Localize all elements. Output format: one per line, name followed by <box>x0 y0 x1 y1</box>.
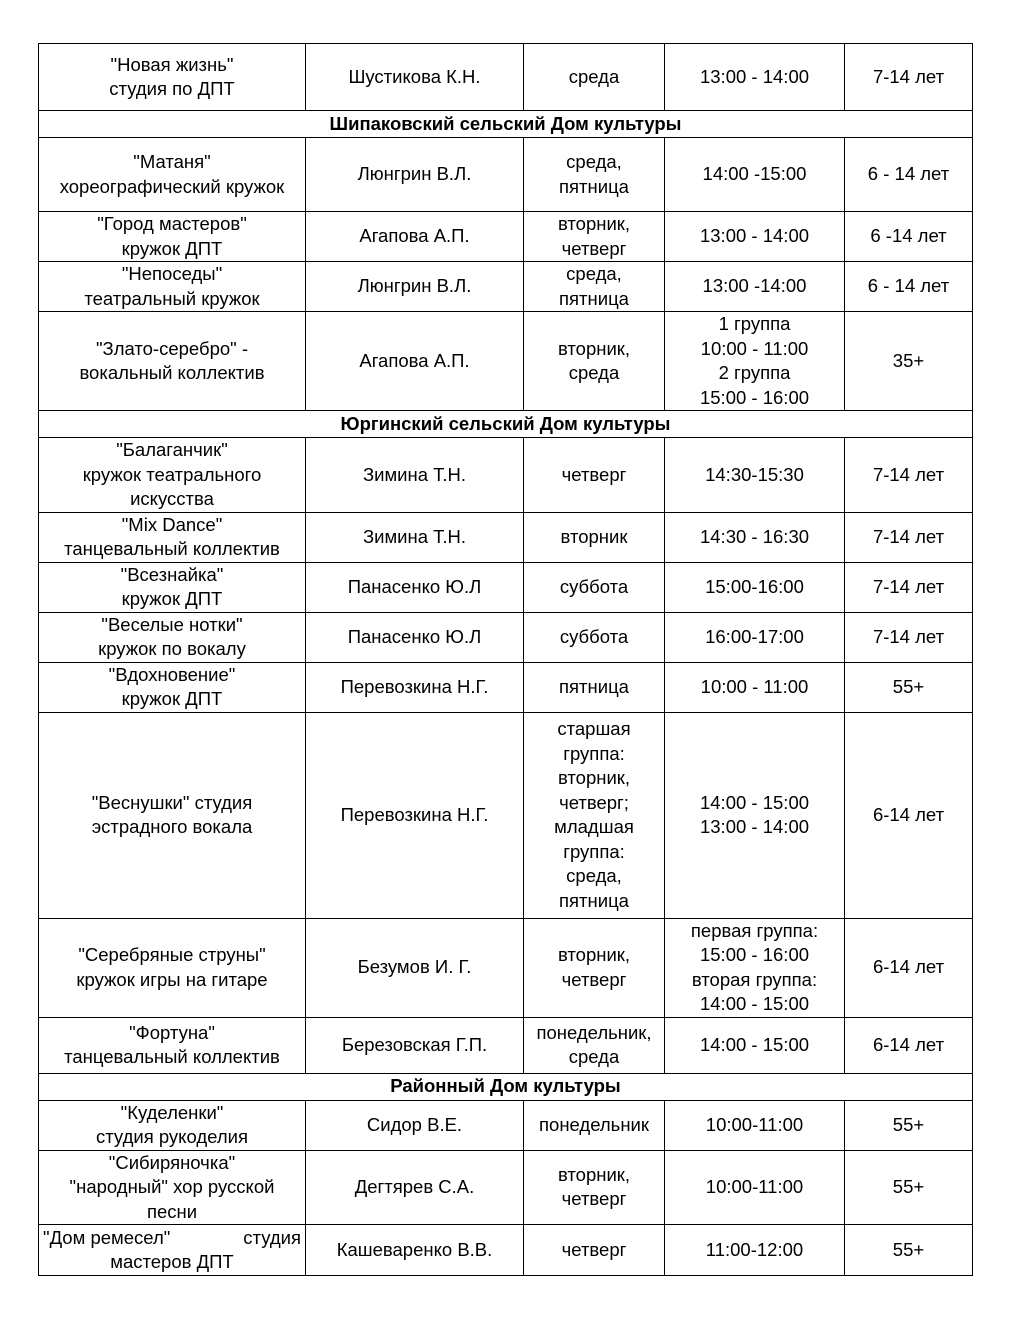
club-name-cell: "Всезнайка" кружок ДПТ <box>39 562 306 612</box>
club-name-cell: "Злато-серебро" - вокальный коллектив <box>39 312 306 411</box>
days-cell: суббота <box>524 612 665 662</box>
section-row <box>39 411 973 438</box>
club-name-cell: "Новая жизнь" студия по ДПТ <box>39 44 306 111</box>
club-name-cell: "Вдохновение" кружок ДПТ <box>39 662 306 712</box>
table-row <box>39 712 973 918</box>
age-cell: 7-14 лет <box>845 512 973 562</box>
time-cell: 13:00 - 14:00 <box>665 212 845 262</box>
age-cell: 6 - 14 лет <box>845 138 973 212</box>
age-cell: 35+ <box>845 312 973 411</box>
club-name-cell: "Серебряные струны" кружок игры на гитаре <box>39 918 306 1017</box>
age-cell: 55+ <box>845 662 973 712</box>
age-cell: 6 - 14 лет <box>845 262 973 312</box>
club-name-cell: "Матаня" хореографический кружок <box>39 138 306 212</box>
section-row <box>39 111 973 138</box>
table-row <box>39 262 973 312</box>
days-cell: понедельник, среда <box>524 1017 665 1073</box>
time-cell: 10:00-11:00 <box>665 1150 845 1225</box>
club-name-cell: "Сибиряночка" "народный" хор русской песни <box>39 1150 306 1225</box>
club-name-cell: "Куделенки" студия рукоделия <box>39 1100 306 1150</box>
leader-cell: Березовская Г.П. <box>306 1017 524 1073</box>
table-row <box>39 1017 973 1073</box>
time-cell: 13:00 - 14:00 <box>665 44 845 111</box>
days-cell: понедельник <box>524 1100 665 1150</box>
days-cell: пятница <box>524 662 665 712</box>
section-title: Юргинский сельский Дом культуры <box>39 411 973 438</box>
days-cell: четверг <box>524 1225 665 1276</box>
days-cell: четверг <box>524 438 665 513</box>
time-cell: 10:00-11:00 <box>665 1100 845 1150</box>
club-name-cell: "Mix Dance" танцевальный коллектив <box>39 512 306 562</box>
leader-cell: Кашеваренко В.В. <box>306 1225 524 1276</box>
days-cell: старшая группа: вторник, четверг; младшая группа: среда, пятница <box>524 712 665 918</box>
days-cell: суббота <box>524 562 665 612</box>
days-cell: вторник, четверг <box>524 1150 665 1225</box>
age-cell: 55+ <box>845 1225 973 1276</box>
leader-cell: Люнгрин В.Л. <box>306 138 524 212</box>
leader-cell: Панасенко Ю.Л <box>306 612 524 662</box>
table-row <box>39 312 973 411</box>
leader-cell: Сидор В.Е. <box>306 1100 524 1150</box>
age-cell: 6 -14 лет <box>845 212 973 262</box>
time-cell: 11:00-12:00 <box>665 1225 845 1276</box>
section-row <box>39 1073 973 1100</box>
section-title: Районный Дом культуры <box>39 1073 973 1100</box>
leader-cell: Агапова А.П. <box>306 212 524 262</box>
leader-cell: Зимина Т.Н. <box>306 438 524 513</box>
table-row <box>39 44 973 111</box>
leader-cell: Зимина Т.Н. <box>306 512 524 562</box>
club-name-cell: "Веселые нотки" кружок по вокалу <box>39 612 306 662</box>
table-row <box>39 212 973 262</box>
time-cell: 14:00 -15:00 <box>665 138 845 212</box>
age-cell: 55+ <box>845 1100 973 1150</box>
club-name-cell: "Город мастеров" кружок ДПТ <box>39 212 306 262</box>
time-cell: первая группа: 15:00 - 16:00 вторая группа: 14:00 - 15:00 <box>665 918 845 1017</box>
leader-cell: Безумов И. Г. <box>306 918 524 1017</box>
days-cell: вторник, четверг <box>524 918 665 1017</box>
days-cell: вторник <box>524 512 665 562</box>
club-name-cell: "Непоседы" театральный кружок <box>39 262 306 312</box>
time-cell: 14:00 - 15:00 <box>665 1017 845 1073</box>
days-cell: среда, пятница <box>524 262 665 312</box>
leader-cell: Перевозкина Н.Г. <box>306 662 524 712</box>
days-cell: вторник, среда <box>524 312 665 411</box>
club-name-cell: "Балаганчик" кружок театрального искусства <box>39 438 306 513</box>
time-cell: 10:00 - 11:00 <box>665 662 845 712</box>
time-cell: 15:00-16:00 <box>665 562 845 612</box>
age-cell: 6-14 лет <box>845 712 973 918</box>
club-name-cell: "Веснушки" студия эстрадного вокала <box>39 712 306 918</box>
age-cell: 7-14 лет <box>845 612 973 662</box>
table-row <box>39 662 973 712</box>
time-cell: 1 группа 10:00 - 11:00 2 группа 15:00 - 16:00 <box>665 312 845 411</box>
age-cell: 7-14 лет <box>845 562 973 612</box>
club-name-cell: "Фортуна" танцевальный коллектив <box>39 1017 306 1073</box>
schedule-table <box>38 43 973 1276</box>
leader-cell: Агапова А.П. <box>306 312 524 411</box>
table-row <box>39 138 973 212</box>
time-cell: 16:00-17:00 <box>665 612 845 662</box>
leader-cell: Шустикова К.Н. <box>306 44 524 111</box>
time-cell: 14:30-15:30 <box>665 438 845 513</box>
days-cell: вторник, четверг <box>524 212 665 262</box>
age-cell: 7-14 лет <box>845 438 973 513</box>
age-cell: 7-14 лет <box>845 44 973 111</box>
club-name-cell: "Дом ремесел" студия мастеров ДПТ <box>39 1225 306 1276</box>
leader-cell: Дегтярев С.А. <box>306 1150 524 1225</box>
table-row <box>39 1100 973 1150</box>
time-cell: 13:00 -14:00 <box>665 262 845 312</box>
table-row <box>39 1225 973 1276</box>
age-cell: 6-14 лет <box>845 1017 973 1073</box>
days-cell: среда, пятница <box>524 138 665 212</box>
table-row <box>39 918 973 1017</box>
leader-cell: Перевозкина Н.Г. <box>306 712 524 918</box>
days-cell: среда <box>524 44 665 111</box>
leader-cell: Люнгрин В.Л. <box>306 262 524 312</box>
table-row <box>39 562 973 612</box>
table-row <box>39 438 973 513</box>
age-cell: 55+ <box>845 1150 973 1225</box>
age-cell: 6-14 лет <box>845 918 973 1017</box>
time-cell: 14:00 - 15:00 13:00 - 14:00 <box>665 712 845 918</box>
time-cell: 14:30 - 16:30 <box>665 512 845 562</box>
leader-cell: Панасенко Ю.Л <box>306 562 524 612</box>
table-row <box>39 512 973 562</box>
table-row <box>39 1150 973 1225</box>
section-title: Шипаковский сельский Дом культуры <box>39 111 973 138</box>
table-row <box>39 612 973 662</box>
